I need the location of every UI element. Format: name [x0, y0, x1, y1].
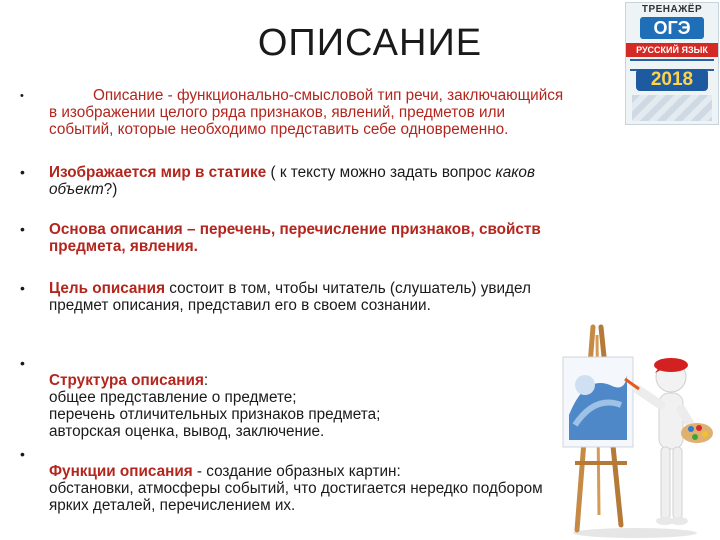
book-subject-band: РУССКИЙ ЯЗЫК: [626, 43, 718, 57]
bullet-text: [49, 164, 569, 198]
book-series-label: ТРЕНАЖЁР: [641, 4, 703, 15]
bullet-fragment: Описание - функционально-смысловой тип речи, заключающийся в изображении целого ряда признаков, явлений, предметов или событий, которые необходимо представить себе одновременно.: [49, 87, 564, 138]
bullet-dot-icon: •: [20, 164, 25, 180]
bullet-fragment: Изображается мир в статике: [49, 164, 267, 181]
bullet-dot-icon: •: [20, 446, 25, 462]
bullet-fragment: Цель описания: [49, 280, 165, 297]
bullet-dot-icon: •: [20, 280, 25, 296]
book-logo: ОГЭ: [640, 17, 704, 39]
book-cover-image: [625, 2, 719, 125]
bullet-fragment: каков объект: [49, 164, 535, 198]
bullet-fragment: общее представление о предмете; перечень отличительных признаков предмета; авторская оценка, вывод, заключение.: [49, 389, 381, 440]
bullet-text: [49, 87, 569, 138]
book-cover-picture: [632, 95, 712, 121]
bullet-fragment: Структура описания: [49, 372, 204, 389]
bullet-text: [49, 446, 569, 514]
bullet-dot-icon: •: [20, 90, 24, 102]
bullet-fragment: ( к тексту можно задать вопрос: [266, 164, 496, 181]
bullet-fragment: Функции описания: [49, 463, 193, 480]
bullet-fragment: состоит в том, чтобы читатель (слушатель) увидел предмет описания, представил его в своем сознании.: [49, 280, 531, 314]
bullet-fragment: описания – перечень, перечисление признаков, свойств предмета, явления.: [49, 221, 541, 255]
bullet-text: [49, 355, 569, 440]
book-year: 2018: [636, 69, 708, 91]
bullet-fragment: обстановки, атмосферы событий, что достигается нередко подбором ярких деталей, перечислением их.: [49, 480, 543, 514]
bullet-fragment: ?): [103, 181, 118, 198]
bullet-fragment: Основа: [49, 221, 106, 238]
artist-easel-illustration: [555, 315, 720, 540]
bullet-fragment: - создание образных картин:: [192, 463, 401, 480]
bullet-fragment: :: [203, 372, 209, 389]
page-title: ОПИСАНИЕ: [257, 22, 483, 64]
bullet-text: [49, 221, 569, 255]
bullet-text: [49, 280, 569, 314]
bullet-dot-icon: •: [20, 221, 25, 237]
bullet-dot-icon: •: [20, 355, 25, 371]
